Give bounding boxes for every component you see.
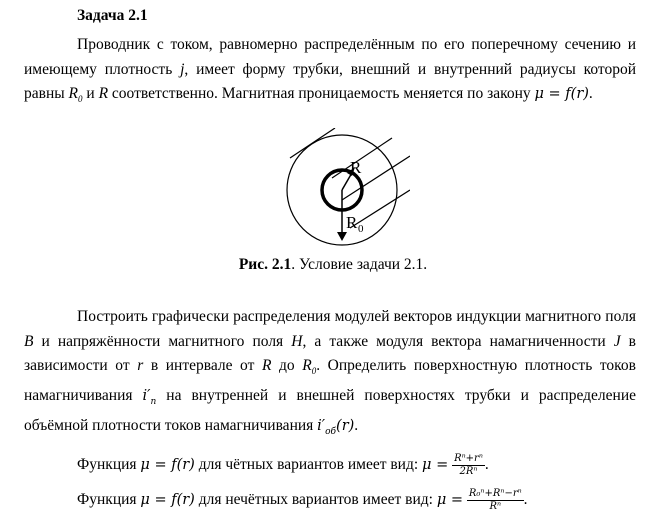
- label-R0: R: [346, 213, 358, 232]
- label-R: R: [350, 158, 362, 177]
- tube-edge-line: [290, 128, 335, 158]
- var-R: R: [261, 357, 272, 374]
- task-statement: Построить графически распределения модулей векторов индукции магнитного поля B и напряжённости магнитного поля H, а также модуля вектора намагниченности J в зависимости от r в интервале от R до $R_0$. Определить поверхностную плотность токов намагничивания $i'_п$ на внутренней и внешней поверхностях трубки и распределение объёмной плотности токов намагничивания $i'_{об}(r)$.: [24, 308, 637, 437]
- even-variant-formula: Функция μ = f(r) для чётных вариантов имеет вид: μ = $\frac{\text{Rⁿ+rⁿ}}{\text{2Rⁿ}}$ .: [77, 453, 489, 477]
- volume-current-symbol: $i'_{об}(r)$: [317, 417, 355, 437]
- var-H: H: [291, 332, 303, 350]
- odd-fraction: $\frac{\text{R₀ⁿ+Rⁿ−rⁿ}}{\text{Rⁿ}}$: [468, 488, 522, 512]
- label-R0-sub: 0: [358, 223, 364, 235]
- text-span: и: [82, 85, 99, 102]
- odd-variant-formula: Функция μ = f(r) для нечётных вариантов имеет вид: μ = $\frac{\text{R₀ⁿ+Rⁿ−rⁿ}}{\text{Rⁿ}}$ .: [77, 488, 528, 512]
- var-R0: $R_0$: [302, 357, 317, 377]
- var-r: r: [137, 357, 144, 374]
- problem-heading: Задача 2.1: [77, 7, 148, 24]
- text-span: , имеет форму трубки, внешний и внутренний радиусы которой равны: [24, 60, 636, 102]
- permeability-law: μ = f(r): [534, 86, 589, 102]
- var-R0: $R_0$: [68, 85, 83, 105]
- var-j: j: [180, 60, 185, 78]
- caption-label: Рис. 2.1: [238, 256, 292, 273]
- var-J: J: [613, 332, 621, 350]
- problem-statement: Проводник с током, равномерно распределённым по его поперечному сечению и имеющему плотность j, имеет форму трубки, внешний и внутренний радиусы которой равны $R_0$ и R соответственно. Магнитная проницаемость меняется по закону μ = f(r).: [24, 36, 636, 105]
- tube-cross-section-figure: [280, 128, 410, 248]
- hatch-line: [332, 138, 392, 178]
- even-fraction: $\frac{\text{Rⁿ+rⁿ}}{\text{2Rⁿ}}$: [454, 453, 483, 477]
- caption-text: . Условие задачи 2.1.: [291, 256, 428, 273]
- surface-current-symbol: $i'_п$: [142, 387, 157, 407]
- text-span: Проводник с током, равномерно распределённым по его поперечному сечению и имеющему плотность: [24, 36, 636, 78]
- var-R: R: [98, 85, 109, 102]
- text-span: соответственно. Магнитная проницаемость меняется по закону: [108, 85, 535, 102]
- arrow-head: [337, 232, 347, 241]
- figure-caption: [0, 253, 666, 278]
- var-B: B: [24, 332, 34, 350]
